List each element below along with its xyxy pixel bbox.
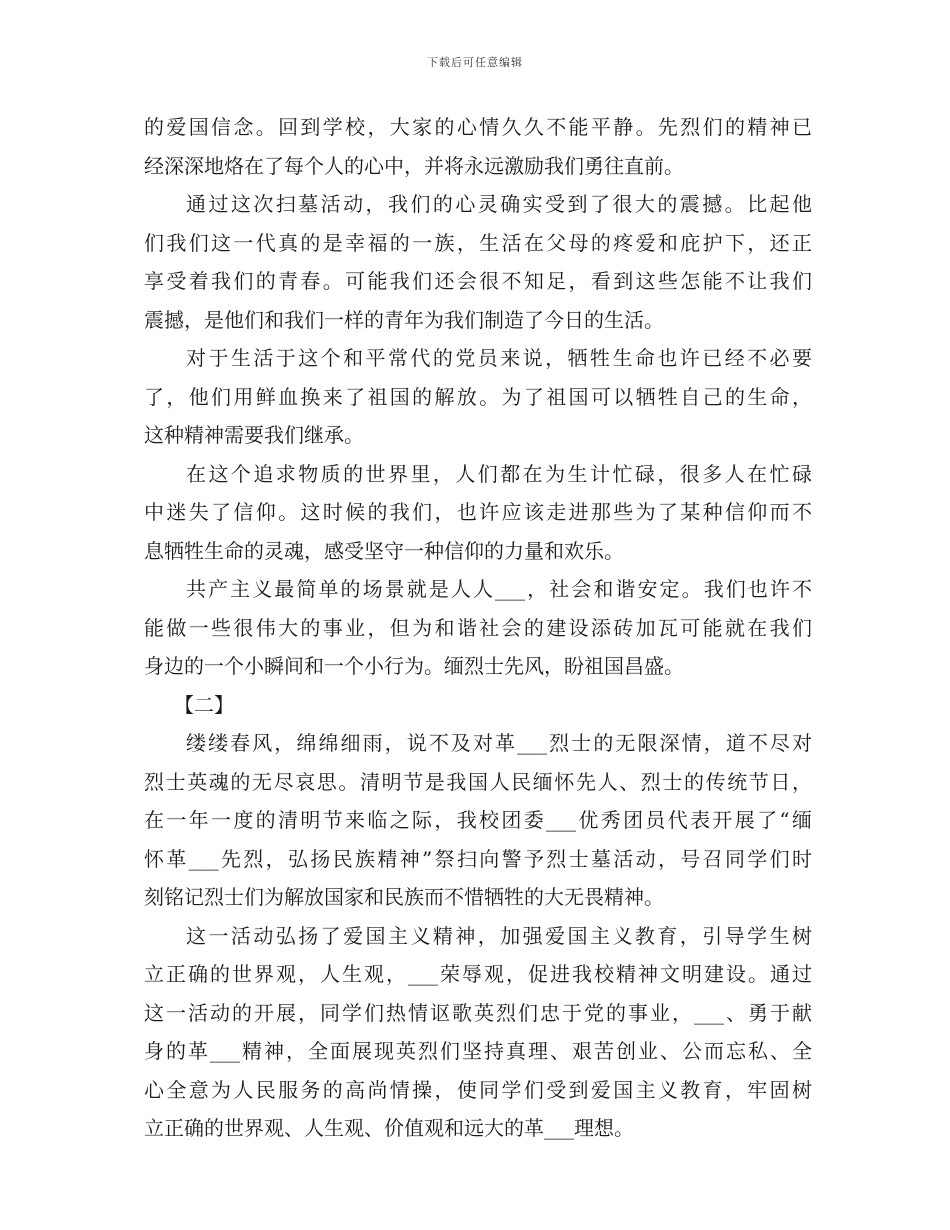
text-line: 对于生活于这个和平常代的党员来说，牺牲生命也许已经不必要 <box>186 346 812 370</box>
paragraph <box>144 108 812 185</box>
text-line: 身的革___精神，全面展现英烈们坚持真理、艰苦创业、公而忘私、全 <box>144 1039 812 1063</box>
text-line: 在这个追求物质的世界里，人们都在为生计忙碌，很多人在忙碌 <box>186 461 812 486</box>
text-line: 们我们这一代真的是幸福的一族，生活在父母的疼爱和庇护下，还正 <box>144 230 812 255</box>
section-heading: 【二】 <box>174 692 234 717</box>
paragraph <box>144 455 812 571</box>
text-line: 中迷失了信仰。这时候的我们，也许应该走进那些为了某种信仰而不 <box>144 500 812 524</box>
text-line: 烈士英魂的无尽哀思。清明节是我国人民缅怀先人、烈士的传统节日， <box>144 769 812 794</box>
text-line: 身边的一个小瞬间和一个小行为。缅烈士先风，盼祖国昌盛。 <box>144 654 684 678</box>
text-line: 怀革___先烈，弘扬民族精神”祭扫向警予烈士墓活动，号召同学们时 <box>144 846 812 871</box>
text-line: 的爱国信念。回到学校，大家的心情久久不能平静。先烈们的精神已 <box>144 115 812 139</box>
text-line: 立正确的世界观，人生观，___荣辱观，促进我校精神文明建设。通过 <box>144 962 812 986</box>
text-line: 立正确的世界观、人生观、价值观和远大的革___理想。 <box>144 1116 634 1140</box>
text-line: 了，他们用鲜血换来了祖国的解放。为了祖国可以牺牲自己的生命， <box>144 384 812 409</box>
text-line: 这一活动的开展，同学们热情讴歌英烈们忠于党的事业，___、勇于献 <box>144 1000 812 1025</box>
document-body <box>144 108 812 1148</box>
text-line: 这种精神需要我们继承。 <box>144 423 364 447</box>
paragraph <box>144 185 812 339</box>
text-line: 息牺牲生命的灵魂，感受坚守一种信仰的力量和欢乐。 <box>144 538 624 563</box>
paragraph <box>144 724 812 917</box>
text-line: 共产主义最简单的场景就是人人___，社会和谐安定。我们也许不 <box>186 577 812 601</box>
text-line: 刻铭记烈士们为解放国家和民族而不惜牺牲的大无畏精神。 <box>144 885 664 909</box>
paragraph <box>144 570 812 686</box>
text-line: 这一活动弘扬了爱国主义精神，加强爱国主义教育，引导学生树 <box>186 923 812 948</box>
text-line: 缕缕春风，绵绵细雨，说不及对革___烈士的无限深情，道不尽对 <box>186 731 812 755</box>
text-line: 能做一些很伟大的事业，但为和谐社会的建设添砖加瓦可能就在我们 <box>144 615 812 640</box>
text-line: 通过这次扫墓活动，我们的心灵确实受到了很大的震撼。比起他 <box>186 192 812 216</box>
page-header: 下载后可任意编辑 <box>427 56 523 69</box>
paragraph <box>144 917 812 1148</box>
text-line: 震撼，是他们和我们一样的青年为我们制造了今日的生活。 <box>144 307 664 332</box>
paragraph <box>144 339 812 455</box>
text-line: 享受着我们的青春。可能我们还会很不知足，看到这些怎能不让我们 <box>144 269 812 293</box>
text-line: 在一年一度的清明节来临之际，我校团委___优秀团员代表开展了“缅 <box>144 808 812 832</box>
text-line: 经深深地烙在了每个人的心中，并将永远激励我们勇往直前。 <box>144 153 684 178</box>
text-line: 心全意为人民服务的高尚情操，使同学们受到爱国主义教育，牢固树 <box>144 1077 812 1102</box>
